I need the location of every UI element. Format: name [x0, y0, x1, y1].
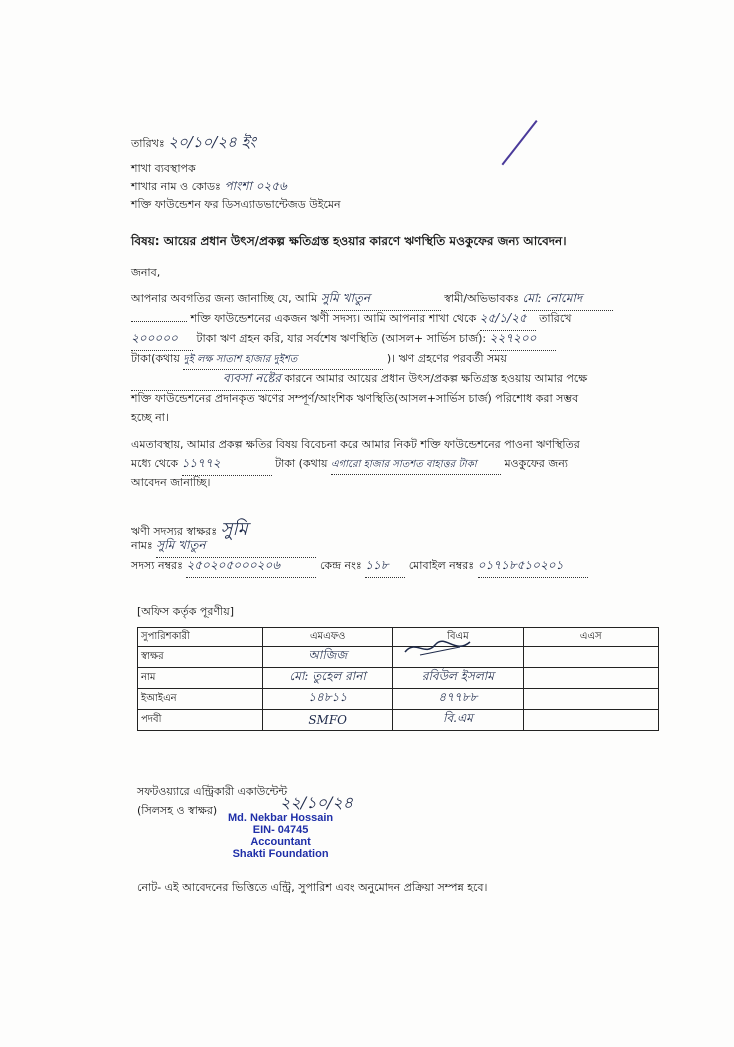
body-line-4: [131, 350, 507, 370]
table-row: [138, 689, 659, 710]
footer-note: নোট- এই আবেদনের ভিত্তিতে এন্ট্রি, সুপারিশ এবং অনুমোদন প্রক্রিয়া সম্পন্ন হবে।: [137, 881, 488, 894]
bm-cell: বি.এম: [393, 710, 523, 731]
center-label: কেন্দ্র নংঃ: [319, 559, 362, 572]
body-line-7: হচ্ছে না।: [131, 411, 169, 424]
waiver-words-field: এগারো হাজার সাতশত বাহাত্তর টাকা: [331, 457, 501, 475]
mobile-label: মোবাইল নম্বরঃ: [408, 559, 475, 572]
balance-field: ২২৭২০০: [490, 330, 556, 351]
branch-manager: শাখা ব্যবস্থাপক: [131, 162, 196, 175]
date-value: ২০/১০/২৪ ইং: [168, 133, 256, 151]
bm-cell: ৪৭৭৮৮: [393, 689, 523, 710]
signature-label: ঋণী সদস্যর স্বাক্ষরঃ: [131, 525, 218, 538]
row-label: স্বাক্ষর: [138, 647, 263, 668]
member-signature: সুমি: [220, 519, 248, 540]
salutation: জনাব,: [131, 266, 161, 279]
blank-field: [131, 321, 187, 322]
body-text: টাকা ঋণ গ্রহন করি, যার সর্বশেষ ঋণস্থিতি (আসল+ সার্ভিস চার্জ):: [196, 332, 487, 345]
member-name-value: সুমি খাতুন: [156, 537, 316, 558]
subject-line: বিষয়: আয়ের প্রধান উৎস/প্রকল্প ক্ষতিগ্রস্ত হওয়ার কারণে ঋণস্থিতি মওকুফের জন্য আবেদন।: [131, 234, 567, 248]
as-cell: [523, 647, 658, 668]
column-header: এএস: [523, 628, 658, 647]
branch-value: পাংশা ০২৫৬: [224, 179, 287, 193]
name-label: নামঃ: [131, 539, 153, 552]
waiver-amount-field: ১১৭৭২: [182, 455, 272, 476]
body-text: )। ঋণ গ্রহণের পরবর্তী সময়: [386, 352, 507, 365]
office-section-title: [অফিস কর্তৃক পূরণীয়]: [137, 605, 234, 618]
as-cell: [523, 710, 658, 731]
stamp-org: Shakti Foundation: [232, 848, 329, 860]
body-line-6: শক্তি ফাউন্ডেশনের প্রদানকৃত ঋণের সম্পূর্ণ/আংশিক ঋণস্থিতি(আসল+সার্ভিস চার্জ) পরিশোধ করা সম্ভব: [131, 392, 579, 405]
pen-stroke-mark: [502, 120, 538, 165]
body-text: স্বামী/অভিভাবকঃ: [444, 292, 520, 305]
as-cell: [523, 668, 658, 689]
branch-line: [131, 178, 287, 198]
bm-signature-scribble: [400, 637, 480, 659]
body-text: মওকুফের জন্য: [504, 457, 568, 470]
mfo-cell: SMFO: [263, 710, 393, 731]
column-header: এমএফও: [263, 628, 393, 647]
body-line-10: আবেদন জানাচ্ছি।: [131, 476, 211, 489]
body-line-1: [131, 290, 613, 311]
center-value: ১১৮: [365, 557, 405, 578]
as-cell: [523, 689, 658, 710]
member-name-field: সুমি খাতুন: [321, 290, 441, 311]
mfo-cell: মো: তুহেল রানা: [263, 668, 393, 689]
date-label: তারিখঃ: [131, 137, 165, 150]
mfo-cell: ১৪৮১১: [263, 689, 393, 710]
organization-name: শক্তি ফাউন্ডেশন ফর ডিসএ্যাডভান্টেজড উইমেন: [131, 198, 341, 211]
loan-amount-field: ২০০০০০: [131, 330, 193, 351]
mobile-value: ০১৭১৮৫১০২০১: [478, 557, 588, 578]
recommendation-table: [137, 627, 659, 731]
member-number-line: [131, 557, 588, 578]
accountant-signature-date: ২২/১০/২৪: [280, 793, 354, 812]
body-text: তারিখে: [539, 312, 572, 325]
table-header-row: [138, 628, 659, 647]
accountant-label: সফটওয়্যারে এন্ট্রিকারী একাউন্টেন্ট: [137, 785, 288, 798]
body-text: টাকা (কথায়: [275, 457, 328, 470]
stamp-title: Accountant: [250, 836, 311, 848]
row-label: পদবী: [138, 710, 263, 731]
member-name-line: [131, 537, 316, 558]
accountant-stamp: [228, 812, 333, 860]
row-label: নাম: [138, 668, 263, 689]
body-text: কারনে আমার আয়ের প্রধান উৎস/প্রকল্প ক্ষতিগ্রস্ত হওয়ায় আমার পক্ষে: [284, 372, 588, 385]
body-text: আপনার অবগতির জন্য জানাচ্ছি যে, আমি: [131, 292, 318, 305]
column-header: সুপারিশকারী: [138, 628, 263, 647]
table-row: [138, 647, 659, 668]
table-row: [138, 710, 659, 731]
body-text: শক্তি ফাউন্ডেশনের একজন ঋণী সদস্য। আমি আপনার শাখা থেকে: [190, 312, 477, 325]
balance-words-field: দুই লক্ষ সাতাশ হাজার দুইশত: [183, 352, 383, 370]
accountant-seal-label: (সিলসহ ও স্বাক্ষর): [137, 804, 218, 817]
mfo-cell: আজিজ: [263, 647, 393, 668]
reason-field: ব্যবসা নষ্টের: [131, 370, 281, 391]
body-line-9: [131, 455, 568, 476]
stamp-name: Md. Nekbar Hossain: [228, 812, 334, 824]
loan-date-field: ২৫/১/২৫: [480, 310, 536, 331]
body-text: টাকা(কথায়: [131, 352, 180, 365]
body-text: মধ্যে থেকে: [131, 457, 179, 470]
body-line-8: এমতাবস্থায়, আমার প্রকল্প ক্ষতির বিষয় বিবেচনা করে আমার নিকট শক্তি ফাউন্ডেশনের পাওনা ঋণস্থিতির: [131, 438, 580, 451]
member-no-label: সদস্য নম্বরঃ: [131, 559, 183, 572]
table-row: [138, 668, 659, 689]
guardian-field: মো: নোমোদ: [523, 290, 613, 311]
row-label: ইআইএন: [138, 689, 263, 710]
date-line: [131, 131, 256, 156]
stamp-ein: EIN- 04745: [252, 824, 309, 836]
branch-label: শাখার নাম ও কোডঃ: [131, 180, 221, 193]
body-line-2: [131, 310, 571, 331]
bm-cell: রবিউল ইসলাম: [393, 668, 523, 689]
body-line-3: [131, 330, 556, 351]
column-header: বিএম: [393, 628, 523, 647]
member-no-value: ২৫০২০৫০০০২০৬: [186, 557, 316, 578]
body-line-5: [131, 370, 587, 391]
